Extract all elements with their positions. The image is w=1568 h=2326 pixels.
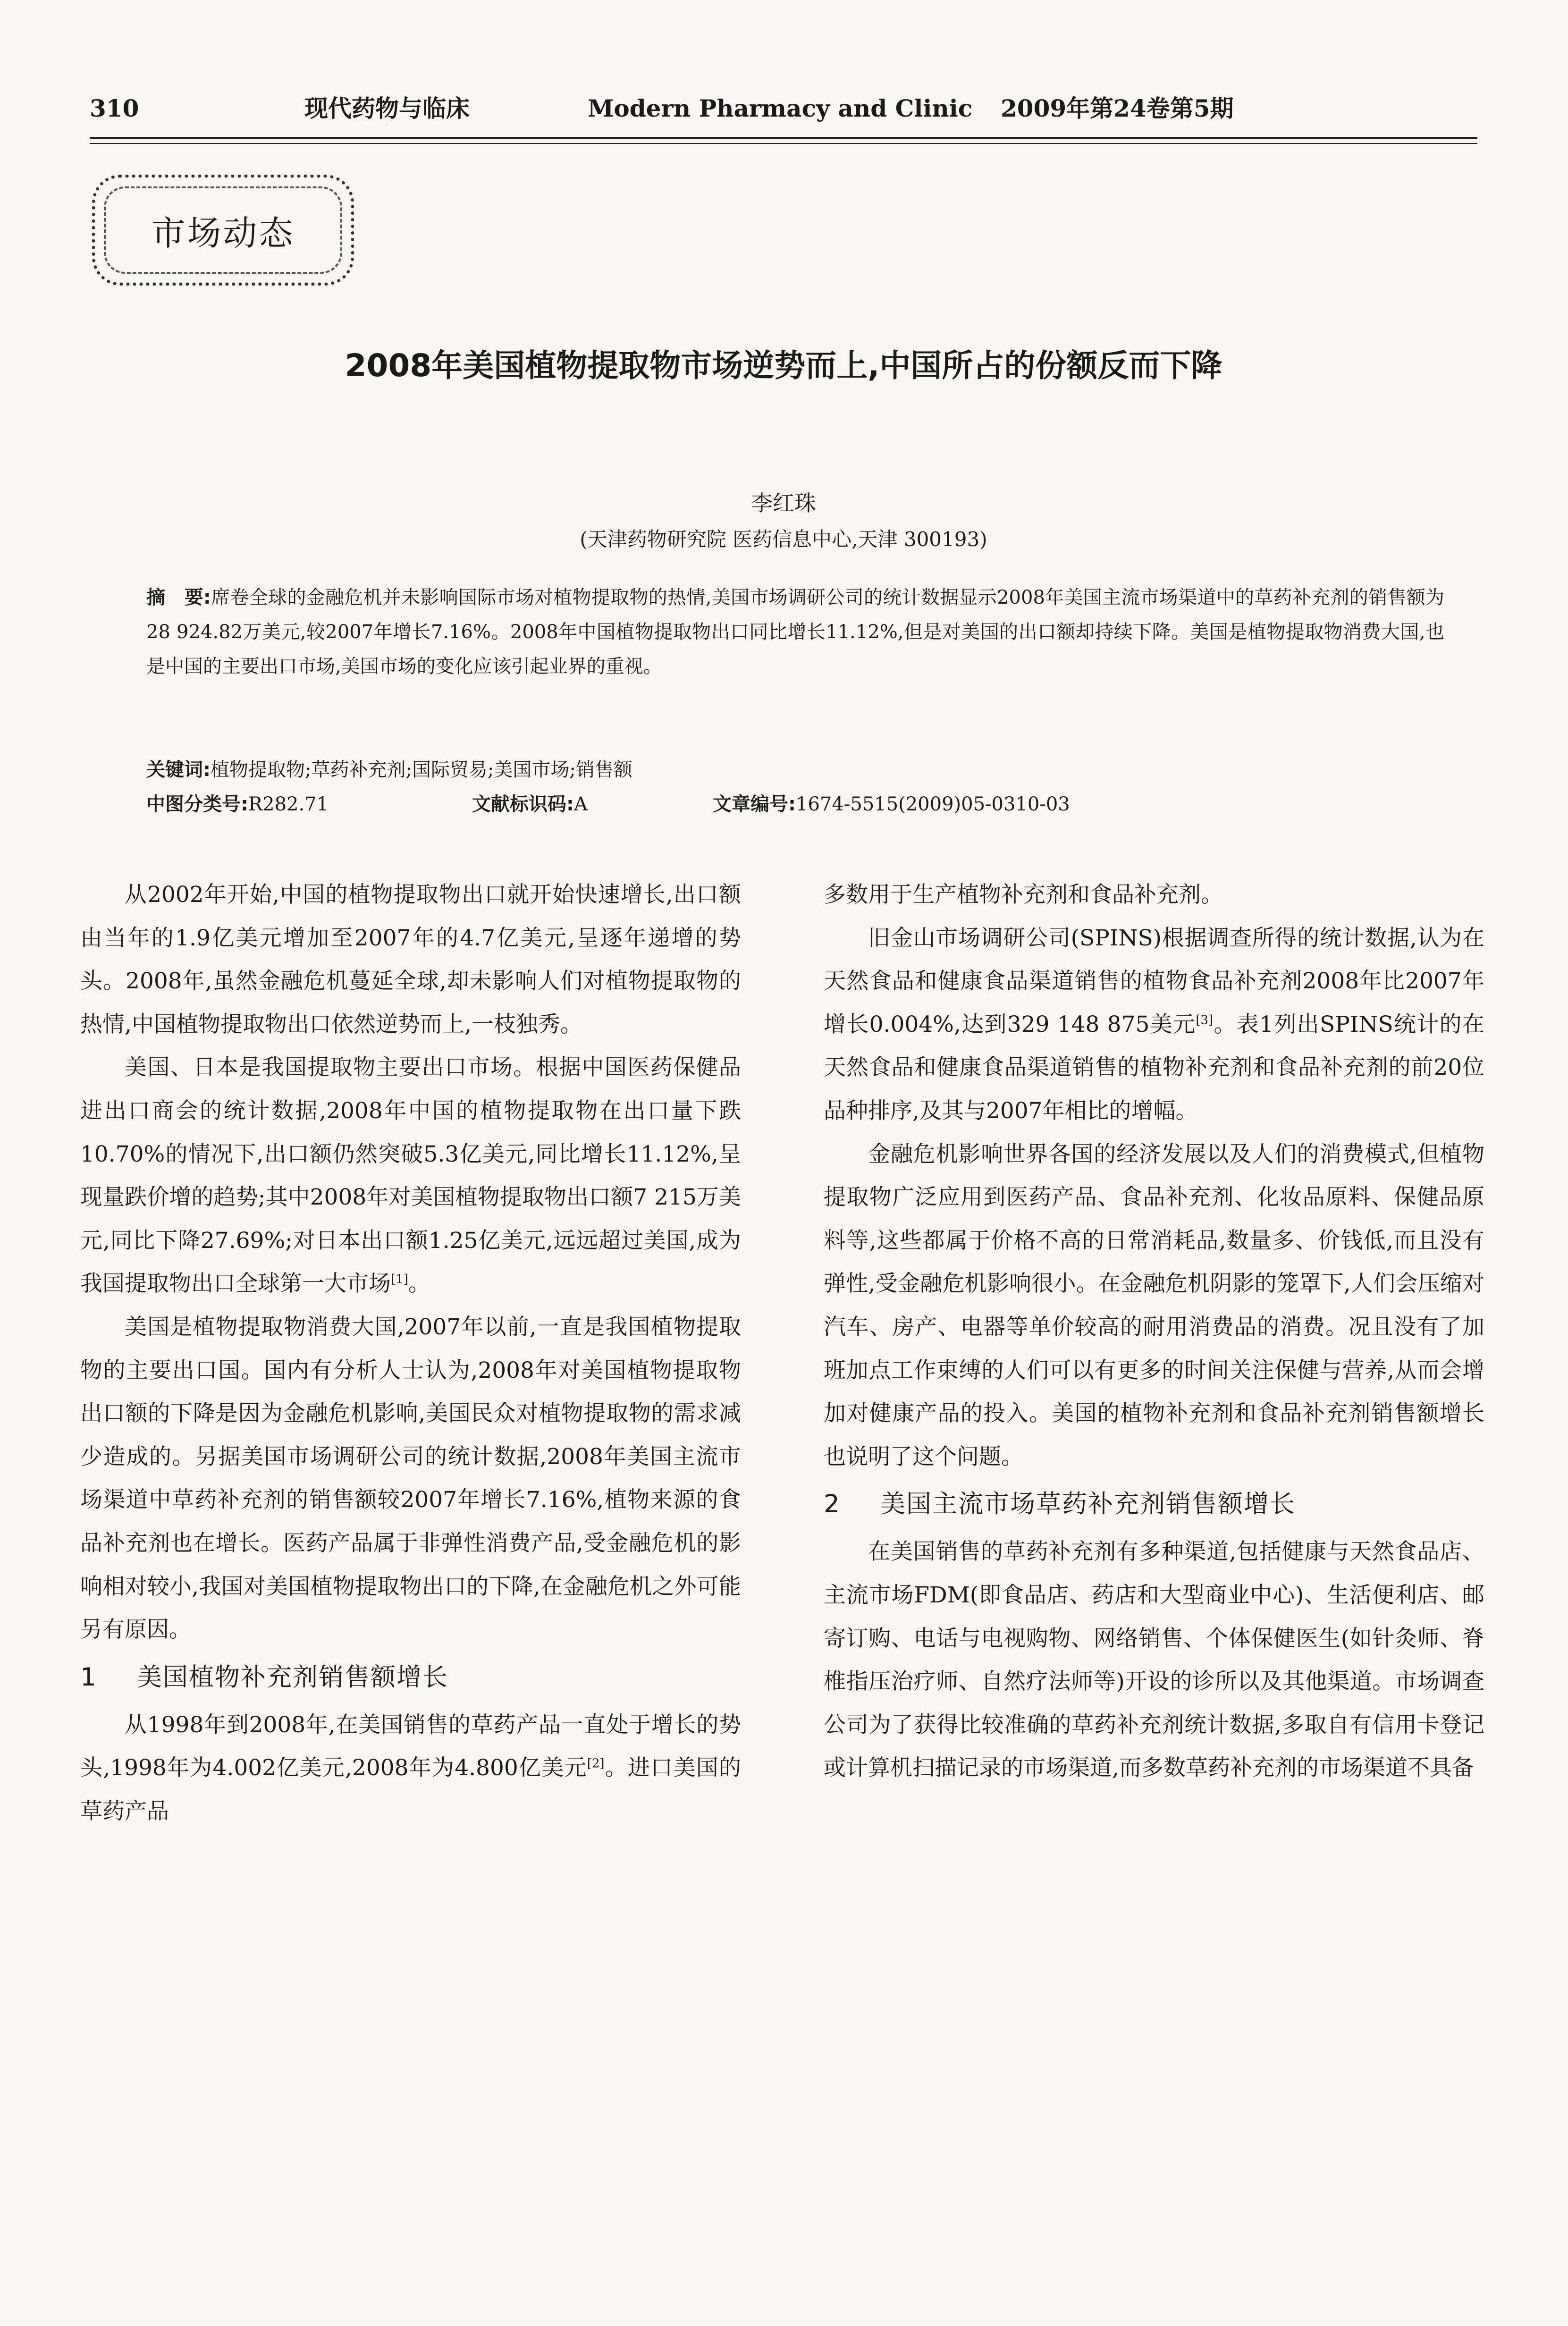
section-heading-text: 美国植物补充剂销售额增长 [137, 1662, 448, 1692]
doc-code [472, 787, 588, 821]
section-heading-text: 美国主流市场草药补充剂销售额增长 [880, 1490, 1296, 1519]
affiliation: (天津药物研究院 医药信息中心,天津 300193) [580, 528, 987, 551]
classification-line [146, 787, 1444, 821]
section-number: 2 [824, 1490, 841, 1519]
body-column-right [824, 873, 1484, 1790]
section-number: 1 [80, 1662, 97, 1692]
abstract-text: 席卷全球的金融危机并未影响国际市场对植物提取物的热情,美国市场调研公司的统计数据显示2008年美国主流市场渠道中的草药补充剂的销售额为28 924.82万美元,较2007年增长7.16%。2008年中国植物提取物出口同比增长11.12%,但是对美国的出口额却持续下降。美国是植物提取物消费大国,也是中国的主要出口市场,美国市场的变化应该引起业界的重视。 [146, 587, 1444, 677]
paragraph [80, 1046, 741, 1306]
paragraph-text-end: 。进口美国的草药产品 [80, 1755, 741, 1824]
citation: [3] [1196, 1013, 1214, 1028]
paragraph: 美国是植物提取物消费大国,2007年以前,一直是我国植物提取物的主要出口国。国内有分析人士认为,2008年对美国植物提取物出口额的下降是因为金融危机影响,美国民众对植物提取物的需求减少造成的。另据美国市场调研公司的统计数据,2008年美国主流市场渠道中草药补充剂的销售额较2007年增长7.16%,植物来源的食品补充剂也在增长。医药产品属于非弹性消费产品,受金融危机的影响相对较小,我国对美国植物提取物出口的下降,在金融危机之外可能另有原因。 [80, 1314, 741, 1643]
clc-value: R282.71 [248, 793, 329, 815]
abstract [146, 581, 1444, 684]
article-number-value: 1674-5515(2009)05-0310-03 [796, 793, 1070, 815]
paragraph-text: 从1998年到2008年,在美国销售的草药产品一直处于增长的势头,1998年为4.002亿美元,2008年为4.800亿美元 [80, 1711, 741, 1781]
body-column-left [80, 873, 741, 1833]
keywords [146, 753, 1444, 787]
article-title: 2008年美国植物提取物市场逆势而上,中国所占的份额反而下降 [345, 347, 1222, 384]
page-number: 310 [90, 94, 139, 122]
section-heading [824, 1478, 1484, 1530]
section-heading [80, 1652, 741, 1703]
header-rule [90, 137, 1477, 139]
header-rule-thin [90, 143, 1477, 144]
clc-code [146, 787, 329, 821]
paragraph: 多数用于生产植物补充剂和食品补充剂。 [824, 882, 1223, 908]
paragraph-text: 旧金山市场调研公司(SPINS)根据调查所得的统计数据,认为在天然食品和健康食品渠道销售的植物食品补充剂2008年比2007年增长0.004%,达到329 148 875美元 [824, 925, 1484, 1037]
issue-info: 2009年第24卷第5期 [1001, 94, 1234, 122]
journal-name-en: Modern Pharmacy and Clinic [588, 94, 973, 122]
section-tag: 市场动态 [151, 213, 295, 253]
keywords-label: 关键词: [146, 759, 211, 781]
paragraph: 在美国销售的草药补充剂有多种渠道,包括健康与天然食品店、主流市场FDM(即食品店、药店和大型商业中心)、生活便利店、邮寄订购、电话与电视购物、网络销售、个体保健医生(如针灸师、脊椎指压治疗师、自然疗法师等)开设的诊所以及其他渠道。市场调查公司为了获得比较准确的草药补充剂统计数据,多取自有信用卡登记或计算机扫描记录的市场渠道,而多数草药补充剂的市场渠道不具备 [824, 1539, 1484, 1781]
article-number [713, 787, 1070, 821]
paragraph-text-end: 。表1列出SPINS统计的在天然食品和健康食品渠道销售的植物补充剂和食品补充剂的前20位品种排序,及其与2007年相比的增幅。 [824, 1011, 1484, 1124]
abstract-label: 摘 要: [146, 587, 211, 608]
paragraph: 从2002年开始,中国的植物提取物出口就开始快速增长,出口额由当年的1.9亿美元增加至2007年的4.7亿美元,呈逐年递增的势头。2008年,虽然金融危机蔓延全球,却未影响人们对植物提取物的热情,中国植物提取物出口依然逆势而上,一枝独秀。 [80, 882, 741, 1037]
citation: [2] [587, 1756, 605, 1771]
doc-label: 文献标识码: [472, 793, 574, 815]
keywords-text: 植物提取物;草药补充剂;国际贸易;美国市场;销售额 [211, 759, 632, 781]
paragraph-text: 美国、日本是我国提取物主要出口市场。根据中国医药保健品进出口商会的统计数据,2008年中国的植物提取物在出口量下跌10.70%的情况下,出口额仍然突破5.3亿美元,同比增长11.12%,呈现量跌价增的趋势;其中2008年对美国植物提取物出口额7 215万美元,同比下降27.69%;对日本出口额1.25亿美元,远远超过美国,成为我国提取物出口全球第一大市场 [80, 1054, 741, 1297]
article-number-label: 文章编号: [713, 793, 796, 815]
journal-name-cn: 现代药物与临床 [304, 94, 470, 122]
doc-value: A [574, 793, 588, 815]
section-tag-frame [92, 175, 354, 286]
author: 李红珠 [751, 490, 816, 516]
citation: [1] [391, 1272, 408, 1287]
paragraph [824, 917, 1484, 1133]
clc-label: 中图分类号: [146, 793, 248, 815]
paragraph [80, 1703, 741, 1833]
running-header [90, 90, 1477, 127]
paragraph-text-end: 。 [408, 1271, 430, 1297]
paragraph: 金融危机影响世界各国的经济发展以及人们的消费模式,但植物提取物广泛应用到医药产品、食品补充剂、化妆品原料、保健品原料等,这些都属于价格不高的日常消耗品,数量多、价钱低,而且没有弹性,受金融危机影响很小。在金融危机阴影的笼罩下,人们会压缩对汽车、房产、电器等单价较高的耐用消费品的消费。况且没有了加班加点工作束缚的人们可以有更多的时间关注保健与营养,从而会增加对健康产品的投入。美国的植物补充剂和食品补充剂销售额增长也说明了这个问题。 [824, 1141, 1484, 1470]
